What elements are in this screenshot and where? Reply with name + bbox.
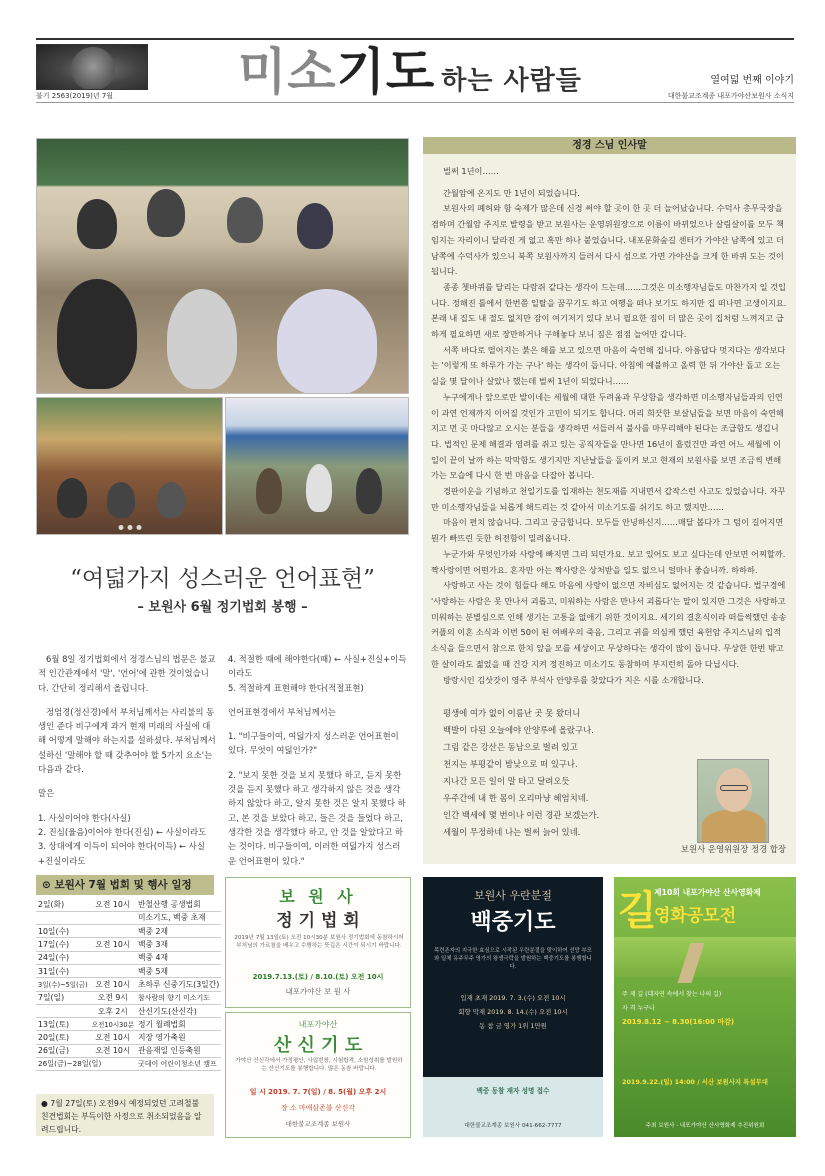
poster-big-glyph: 길: [618, 888, 657, 934]
table-row: [36, 978, 221, 991]
schedule-date: 26일(금)~28일(일): [36, 1058, 136, 1071]
table-row: [36, 925, 221, 938]
schedule-time: [90, 951, 136, 964]
schedule-time: 오후 2시: [90, 1004, 136, 1017]
schedule-note: ● 7월 27일(토) 오전9시 예정되었던 고려철불 친견법회는 부득이한 사정으로 취소되었음을 알려드립니다.: [36, 1094, 214, 1136]
poster-line: 자 격 누구나: [622, 1005, 655, 1012]
poster-org: 내포가야산 보 원 사: [285, 987, 351, 996]
article-list-item: 3. 상대에게 이득이 되어야 한다(이득) ← 사실+진실이라도: [38, 841, 205, 866]
greeting-paragraph: 마음이 편치 않습니다. 그리고 궁금합니다. 모두들 안녕하신지……매달 봅다가 그 텀이 길어지면 뭔가 빠뜨린 듯한 허전함이 밀려옵니다.: [431, 517, 784, 544]
article-paragraph: 2. "보지 못한 것을 보지 못했다 하고, 듣지 못한 것을 듣지 못했다 하고 생각하지 않은 것을 생각하지 않았다 하고, 알지 못한 것은 알지 못했다 하고, 본 것을 보았다 하고, 들은 것을 들었다 하고, 생각한 것을 생각했다 하고, 안 것을 알았다고 하는 것이다. 비구들이여, 이러한 여덟가지 성스러운 언어표현이 있다.": [228, 769, 406, 866]
greeting-paragraph: 누구에게나 앞으로만 발이네는 세월에 대한 두려움과 무상함을 생각하면 미소행자님들과의 인연이 과연 언제까지 이어질 것인가 고민이 되기도 합니다. 머리 희끗한 보살님들을 보면 마음이 숙연해지고 먼 곳 마다않고 오시는 분들을 생각하면 서들러서 불사를 마무리해야 된다는 조급함도 생깁니다. 법적인 문제 해결과 염려를 쥐고 있는 공직자들을 만나면 16년이 흘렀건만 과연 어느 세월에 이 일이 끝이 날까 하는 막막함도 생기지만 지난날들을 돌이켜 보고 현재의 보원사를 보면 조금씩 변해가는 모습에 다시 한 번 마음을 다잡아 봅니다.: [431, 391, 784, 481]
schedule-time: [90, 925, 136, 938]
table-row: [36, 964, 221, 977]
poem-line: 세월이 무정하네 나는 벌써 늙어 있네.: [443, 827, 581, 837]
schedule-event: 백중 2재: [136, 925, 221, 938]
poster-body: 2019년 7월 13일(토) 오전 10시30분 보원사 정기법회에 동참하시어 부처님의 가르침을 배우고 수행하는 뜻깊은 시간이 되시기 바랍니다.: [234, 935, 404, 949]
mountain-god-prayer-poster: [225, 1012, 411, 1138]
poem-line: 인간 백세에 몇 번이나 이런 경관 보겠는가.: [443, 810, 600, 820]
poster-body: 가야산 산신각에서 가정평안, 사업번창, 시험합격, 소원성취를 발원하는 산신기도를 봉행합니다. 많은 동참 바랍니다.: [235, 1058, 403, 1072]
table-row: [36, 951, 221, 964]
poster-place: 장 소 마애삼존불 산신각: [280, 1104, 356, 1112]
poster-title: 백중기도: [470, 909, 556, 935]
header-divider: [36, 102, 794, 103]
schedule-event: 지장 영가축원: [136, 1031, 221, 1044]
poster-body: 목련존자의 지극한 효심으로 시작된 우란분절을 맞이하여 선망 부모와 일체 유주무주 영가의 왕생극락을 발원하는 백중기도를 봉행합니다.: [434, 948, 592, 970]
monk-portrait: [697, 759, 769, 843]
poster-subtitle: 제10회 내포가야산 산사영화제: [654, 888, 761, 897]
table-row: [36, 1018, 221, 1031]
poster-row: 회향 막재 2019. 8. 14.(수) 오전 10시: [458, 1008, 568, 1016]
schedule-event: 참사람의 향기 미소기도: [136, 991, 221, 1004]
poster-line: 주 제 길 (대자연 속에서 찾는 나의 길): [622, 991, 722, 998]
article-title: “여덟가지 성스러운 언어표현”: [70, 566, 375, 592]
schedule-time: 오전 10시: [90, 1044, 136, 1057]
article-paragraph: 말은: [38, 788, 55, 799]
poster-title: 영화공모전: [654, 906, 737, 926]
poster-row: 입재 초재 2019. 7. 3.(수) 오전 10시: [460, 994, 566, 1002]
schedule-time: 오전 10시: [90, 938, 136, 951]
greeting-signature: 보원사 운영위원장 정경 합장: [680, 844, 786, 854]
poem-line: 천지는 부평같이 밤낮으로 떠 있구나.: [443, 759, 578, 769]
schedule-table: [36, 898, 221, 1071]
table-row: [36, 898, 221, 911]
schedule-time: 오전 9시: [90, 991, 136, 1004]
article-list-item: 4. 적절한 때에 해야한다(때) ← 사실+진실+이득이라도: [228, 654, 407, 679]
greeting-paragraph: 사랑하고 사는 것이 힘들다 해도 마음에 사랑이 없으면 자비심도 없어지는 것 같습니다. 법구경에 '사랑하는 사람은 못 만나서 괴롭고, 미워하는 사람은 만나서 괴롭다'는 말이 있지만 그것은 사랑하고 미워하는 분별심으로 인해 생기는 고통을 없애기 위한 것이지요. 세기의 결혼식이라 떠들썩했던 송송 커플의 이혼 소식과 이번 50이 된 여배우의 죽음, 그리고 귀를 의심케 했던 육헌암 주지스님의 입적 소식을 들으면서 참으로 한치 앞을 모를 세상이고 무상하다는 생각이 많이 듭니다. 무상한 한번 밖고 한 살이라도 젊었을 때 건강 지켜 정진하고 미소기도 동참하며 부지런히 돌아 다닙시다.: [431, 580, 787, 669]
schedule-date: 2일(화): [36, 898, 90, 911]
article-list-item: 2. 진심(율음)이어야 한다(진심) ← 사실이라도: [38, 826, 207, 837]
schedule-time: 오전10시30분: [90, 1018, 136, 1031]
greeting-paragraph: 종종 쳇바퀴를 달리는 다람쥐 같다는 생각이 드는데……그것은 미소행자님들도 마찬가지 일 것입니다. 정해진 틀에서 한번쯤 일탈을 꿈꾸기도 하고 여행을 떠나 보기도 하지만 집 떠나면 고생이지요. 본래 내 집도 내 절도 없지만 잠이 여기저기 있다 보니 필요한 짐이 더 많은 곳이 집처럼 느껴지고 급하게 필요하면 새로 장만하거나 구해놓다 보니 짐은 점점 늘어만 갑니다.: [431, 281, 787, 340]
greeting-paragraph: 경판이운을 기념하고 천일기도를 입재하는 천도재를 지내면서 갑작스런 사고도 있었습니다. 자꾸만 미소행자님들을 뇌롭게 해드리는 것 같아서 미소기도를 쉬기도 하고 했지만……: [431, 486, 786, 512]
poster-title: 보 원 사: [279, 887, 357, 906]
schedule-date: 20일(토): [36, 1031, 90, 1044]
masthead-part1: 미소: [238, 42, 337, 101]
schedule-date: [36, 1004, 90, 1017]
issue-date: 불기 2563(2019)년 7월: [36, 92, 114, 100]
poster-row: 동 참 금 영가 1위 1만원: [479, 1022, 547, 1030]
poem-line: 백발이 다된 오늘에야 안양루에 올랐구나.: [443, 725, 594, 735]
table-row: [36, 991, 221, 1004]
poster-line: 2019.9.22.(일) 14:00 / 서산 보원사지 특설무대: [622, 1078, 768, 1086]
article-column-right: [228, 652, 408, 878]
poem: [443, 705, 703, 841]
article-list-item: 1. 사실이어야 한다(사실): [38, 812, 131, 823]
greeting-heading: 정경 스님 인사말: [423, 137, 796, 154]
schedule-date: 3일(수)~5일(금): [36, 978, 90, 991]
organization-label: 대한불교조계종 내포가야산보원사 소식지: [667, 92, 794, 100]
schedule-date: 17일(수): [36, 938, 90, 951]
greeting-paragraph: 간월암에 온지도 만 1년이 되었습니다.: [443, 187, 580, 198]
schedule-date: 7일(일): [36, 991, 90, 1004]
schedule-date: [36, 911, 90, 924]
schedule-time: 오전 10시: [90, 898, 136, 911]
dharma-meeting-photo: [36, 138, 409, 394]
poster-subtitle: 내포가야산: [298, 1020, 338, 1029]
schedule-date: 31일(수): [36, 964, 90, 977]
schedule-time: 오전 10시: [90, 1031, 136, 1044]
article-subtitle: – 보원사 6월 정기법회 봉행 –: [137, 600, 308, 615]
article-paragraph: 정엄경(정신경)에서 부처님께서는 사리불의 동생인 준다 비구에게 과거 현재 미래의 사실에 대해 어떻게 말해야 하는지를 설하셨다. 부처님께서 설하신 '말해야 할 때 갖추어야 할 5가지 요소'는 다음과 같다.: [38, 706, 216, 775]
schedule-event: 백중 3재: [136, 938, 221, 951]
table-row: [36, 911, 221, 924]
schedule-event: 굿데이 어린이청소년 캠프: [136, 1058, 221, 1071]
schedule-event: 정기 월례법회: [136, 1018, 221, 1031]
schedule-event: 관음재일 인등축원: [136, 1044, 221, 1057]
poster-org: 주최 보원사 · 내포가야산 산사영화제 추진위원회: [645, 1123, 765, 1129]
poem-line: 평생에 여가 없이 이름난 곳 못 왔더니: [443, 708, 581, 718]
table-row: [36, 1058, 221, 1071]
poster-subtitle: 보원사 우란분절: [474, 889, 552, 902]
table-row: [36, 938, 221, 951]
top-rule: [36, 38, 794, 40]
schedule-time: [90, 911, 136, 924]
article-paragraph: 1. "비구들이여, 여덟가지 성스러운 언어표현이 있다. 무엇이 여덟인가?": [228, 731, 399, 756]
schedule-event: 초하루 신중기도(3일간): [136, 978, 221, 991]
poster-dates: 2019.7.13.(토) / 8.10.(토) 오전 10시: [252, 973, 384, 981]
poem-line: 지나간 모든 일이 말 타고 달려오듯: [443, 776, 570, 786]
poster-footer: 백중 동참 재자 성명 접수: [476, 1087, 550, 1095]
poem-line: 그림 같은 강산은 동남으로 벌려 있고: [443, 742, 578, 752]
schedule-event: 미소기도, 백중 초재: [136, 911, 221, 924]
masthead-title: [238, 44, 582, 109]
schedule-event: 반철산행 공생법회: [136, 898, 221, 911]
greeting-paragraph: 벌써 1년이……: [443, 166, 499, 176]
masthead-small: 하는 사람들: [441, 66, 582, 96]
table-row: [36, 1031, 221, 1044]
schedule-time: 오전 10시: [90, 978, 136, 991]
masthead-part2: 기도: [336, 42, 436, 101]
greeting-paragraph: 방랑시인 김삿갓이 영주 부석사 안양루를 찾았다가 지은 시를 소개합니다.: [443, 674, 704, 685]
schedule-date: 24일(수): [36, 951, 90, 964]
hall-interior-photo: [36, 397, 223, 535]
article-list-item: 5. 적절하게 표현해야 한다(적절표현): [228, 682, 364, 693]
greeting-paragraph: 누군가와 무엇인가와 사랑에 빠지면 그리 되던가요. 보고 있어도 보고 싶다는데 안보면 어찌할까. 짝사랑이면 어떤가요. 혼자만 아는 짝사랑은 상처받을 일도 없으니 얼마나 좋습니까. 하하하.: [431, 548, 786, 575]
edition-label: 열여덟 번째 이야기: [710, 75, 794, 86]
table-row: [36, 1004, 221, 1017]
article-paragraph: 언어표현경에서 부처님께서는: [228, 706, 336, 717]
baekjung-prayer-poster: [423, 877, 603, 1137]
schedule-event: 산신기도(산신각): [136, 1004, 221, 1017]
schedule-time: [90, 964, 136, 977]
schedule-date: 10일(수): [36, 925, 90, 938]
article-column-left: [38, 652, 218, 868]
greeting-text: [431, 164, 788, 688]
poem-line: 우주간에 내 한 몸이 오리마냥 헤엄치네.: [443, 793, 589, 803]
buddha-face-image: [36, 44, 148, 90]
schedule-date: 26일(금): [36, 1044, 90, 1057]
film-contest-poster: [614, 877, 796, 1137]
article-paragraph: 6월 8일 정기법회에서 정경스님의 법문은 불교적 인간관계에서 '말', '언어'에 관한 것이었습니다. 간단히 정리해서 올립니다.: [38, 654, 216, 693]
poster-org: 대한불교조계종 보원사 041-662-7777: [464, 1123, 562, 1129]
schedule-event: 백중 4재: [136, 951, 221, 964]
schedule-date: 13일(토): [36, 1018, 90, 1031]
poster-title: 산 신 기 도: [273, 1035, 363, 1056]
greeting-paragraph: 보원사의 폐허와 함 숙제가 많은데 신경 써야 할 곳이 한 곳 더 늘어났습니다. 수덕사 총무국장을 겸하며 간월암 주지로 발령을 받고 보원사는 운영위원장으로 이름이 바뀌었으나 살림살이를 모두 책임지는 자리이니 달라진 게 없고 혹만 하나 붙었습니다. 내포문화숲길 센터가 가야산 남쪽에 있고 더 남쪽에 수덕사가 있으니 북쪽 보원사까지 들러서 다시 섬으로 가면 가야산을 크게 한 바퀴 도는 것이 됩니다.: [431, 203, 784, 277]
table-row: [36, 1044, 221, 1057]
greeting-paragraph: 서쪽 바다로 떨어지는 붉은 해를 보고 있으면 마음이 숙연해 집니다. 아름답다 멋지다는 생각보다는 '이렇게 또 하루가 가는 구나' 하는 생각이 듭니다. 아침에 예불하고 올력 한 뒤 가야산 돌고 오는 실을 몇 달이나 살았나 했는데 벌써 1년이 되었다니……: [431, 344, 786, 387]
poster-date: 일 시 2019. 7. 7(일) / 8. 5(월) 오후 2시: [249, 1088, 387, 1096]
schedule-heading: ⊙ 보원사 7월 법회 및 행사 일정: [36, 875, 214, 895]
poster-org: 대한불교조계종 보원사: [285, 1120, 351, 1128]
outdoor-tent-photo: [225, 397, 409, 535]
schedule-event: 백중 5재: [136, 964, 221, 977]
regular-dharma-poster: [225, 877, 411, 1008]
poster-title: 정 기 법 회: [276, 911, 360, 931]
poster-line: 2019.8.12 ~ 8.30(16:00 마감): [622, 1018, 735, 1026]
